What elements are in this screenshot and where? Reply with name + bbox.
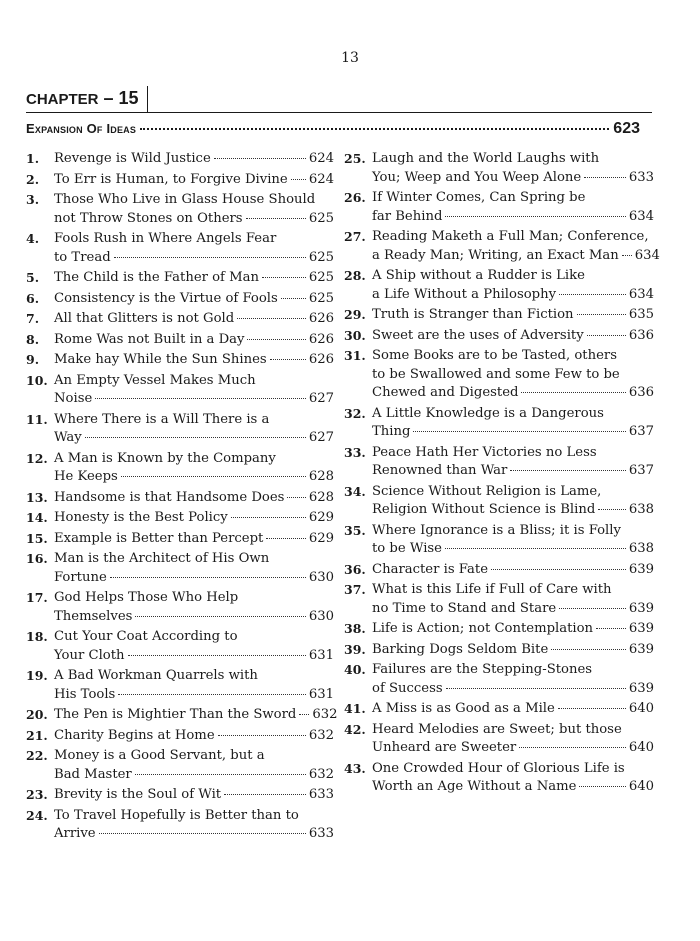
leader-dots: [510, 470, 626, 471]
entry-page: 636: [628, 385, 654, 400]
toc-entry[interactable]: [26, 807, 334, 844]
toc-right-column: [344, 150, 660, 799]
entry-number: 1.: [26, 151, 40, 166]
toc-entry[interactable]: [344, 641, 654, 660]
leader-dots: [135, 774, 306, 775]
leader-dots: [577, 314, 626, 315]
entry-number: 11.: [26, 411, 48, 427]
entry-number: 9.: [26, 352, 40, 367]
entry-page: 625: [308, 249, 334, 265]
entry-title-line: One Crowded Hour of Glorious Life is: [372, 760, 625, 776]
entry-title-line: A Bad Workman Quarrels with: [54, 668, 258, 683]
entry-number: 43.: [344, 760, 366, 776]
entry-page: 639: [628, 641, 654, 657]
leader-dots: [519, 747, 626, 748]
leader-dots: [140, 128, 609, 130]
toc-entry[interactable]: [26, 489, 334, 508]
chapter-dash: –: [98, 88, 119, 108]
entry-title-line: no Time to Stand and Stare: [372, 600, 557, 616]
entry-page: 634: [628, 286, 654, 302]
entry-title-line: His Tools: [54, 686, 116, 702]
leader-dots: [446, 688, 626, 689]
entry-title-line: Truth is Stranger than Fiction: [372, 307, 574, 322]
entry-title-line: Science Without Religion is Lame,: [372, 483, 602, 499]
entry-page: 627: [308, 391, 334, 406]
toc-entry[interactable]: [26, 628, 334, 665]
leader-dots: [299, 714, 309, 715]
leader-dots: [551, 649, 626, 650]
entry-number: 36.: [344, 561, 366, 577]
entry-title-line: Revenge is Wild Justice: [54, 151, 211, 166]
entry-title-line: All that Glitters is not Gold: [54, 311, 235, 326]
entry-page: 626: [308, 352, 334, 367]
leader-dots: [521, 392, 625, 393]
chapter-rule: [26, 112, 652, 113]
entry-number: 25.: [344, 151, 366, 166]
entry-title-line: Rome Was not Built in a Day: [54, 331, 245, 347]
toc-entry[interactable]: [26, 450, 334, 487]
entry-page: 630: [308, 569, 334, 585]
toc-entry[interactable]: [26, 351, 334, 370]
entry-title-line: The Pen is Mightier Than the Sword: [54, 707, 297, 722]
leader-dots: [270, 359, 306, 360]
leader-dots: [218, 735, 306, 736]
entry-title-line: Example is Better than Percept: [54, 530, 264, 546]
entry-title-line: Arrive: [54, 826, 96, 841]
leader-dots: [266, 538, 306, 539]
toc-entry[interactable]: [26, 191, 334, 228]
entry-title-line: Reading Maketh a Full Man; Conference,: [372, 229, 649, 244]
leader-dots: [224, 794, 306, 795]
entry-title-line: to be Swallowed and some Few to be: [372, 366, 620, 382]
toc-entry[interactable]: [344, 228, 660, 265]
entry-title-line: Make hay While the Sun Shines: [54, 352, 267, 367]
toc-entry[interactable]: [26, 372, 334, 409]
toc-left-column: [26, 150, 338, 846]
entry-title-line: Religion Without Science is Blind: [372, 502, 596, 517]
toc-entry[interactable]: [26, 667, 334, 704]
toc-entry[interactable]: [26, 290, 334, 309]
entry-title-line: far Behind: [372, 208, 443, 224]
toc-entry[interactable]: [26, 589, 334, 626]
entry-title-line: Themselves: [54, 608, 133, 624]
toc-entry[interactable]: [26, 171, 334, 190]
entry-title-line: Failures are the Stepping-Stones: [372, 662, 593, 677]
entry-title-line: An Empty Vessel Makes Much: [54, 372, 256, 388]
leader-dots: [291, 179, 306, 180]
entry-title-line: You; Weep and You Weep Alone: [372, 169, 582, 185]
entry-number: 8.: [26, 331, 40, 347]
toc-entry[interactable]: [344, 267, 654, 304]
entry-title-line: Handsome is that Handsome Does: [54, 489, 285, 505]
leader-dots: [584, 177, 626, 178]
toc-entry[interactable]: [26, 150, 334, 169]
toc-entry[interactable]: [344, 700, 654, 719]
entry-title-line: God Helps Those Who Help: [54, 590, 239, 605]
entry-page: 625: [308, 290, 334, 306]
entry-title-line: Where There is a Will There is a: [54, 411, 270, 427]
entry-title-line: Character is Fate: [372, 561, 488, 577]
toc-entry[interactable]: [26, 411, 334, 448]
leader-dots: [622, 255, 632, 256]
entry-title-line: Those Who Live in Glass House Should: [54, 192, 316, 207]
entry-number: 28.: [344, 268, 366, 283]
entry-page: 632: [312, 707, 338, 722]
toc-entry[interactable]: [344, 760, 654, 797]
entry-page: 639: [628, 621, 654, 636]
entry-title-line: If Winter Comes, Can Spring be: [372, 190, 586, 205]
leader-dots: [445, 216, 625, 217]
entry-page: 627: [308, 430, 334, 445]
leader-dots: [246, 218, 306, 219]
toc-entry[interactable]: [344, 405, 654, 442]
entry-number: 20.: [26, 707, 48, 722]
entry-page: 628: [308, 489, 334, 505]
entry-number: 42.: [344, 721, 366, 737]
entry-title-line: Where Ignorance is a Bliss; it is Folly: [372, 522, 621, 538]
entry-page: 629: [308, 530, 334, 546]
toc-entry[interactable]: [26, 509, 334, 528]
page-number: 13: [341, 50, 359, 66]
entry-page: 632: [308, 727, 334, 743]
entry-number: 4.: [26, 231, 40, 246]
entry-title-line: Renowned than War: [372, 463, 508, 478]
entry-page: 630: [308, 608, 334, 624]
entry-title-line: What is this Life if Full of Care with: [372, 582, 612, 597]
toc-entry[interactable]: [26, 310, 334, 329]
entry-title-line: Laugh and the World Laughs with: [372, 151, 600, 166]
leader-dots: [491, 569, 626, 570]
entry-number: 17.: [26, 590, 48, 605]
leader-dots: [596, 628, 626, 629]
entry-title-line: Some Books are to be Tasted, others: [372, 348, 617, 363]
entry-page: 633: [628, 169, 654, 185]
toc-entry[interactable]: [344, 150, 654, 187]
entry-title-line: of Success: [372, 680, 443, 696]
leader-dots: [121, 476, 306, 477]
leader-dots: [287, 497, 305, 498]
toc-entry[interactable]: [26, 269, 334, 288]
leader-dots: [559, 294, 626, 295]
entry-title-line: Charity Begins at Home: [54, 727, 215, 743]
section-page: 623: [613, 120, 640, 137]
entry-title-line: Bad Master: [54, 766, 132, 782]
toc-entry[interactable]: [344, 189, 654, 226]
leader-dots: [445, 548, 626, 549]
entry-page: 639: [628, 600, 654, 616]
entry-number: 35.: [344, 522, 366, 538]
leader-dots: [95, 398, 306, 399]
entry-title-line: Chewed and Digested: [372, 385, 519, 400]
entry-number: 33.: [344, 444, 366, 460]
entry-page: 626: [308, 311, 334, 326]
chapter-label: CHAPTER: [26, 91, 99, 108]
entry-title-line: a Life Without a Philosophy: [372, 286, 557, 302]
entry-title-line: Life is Action; not Contemplation: [372, 621, 594, 636]
leader-dots: [114, 257, 306, 258]
entry-title-line: Fools Rush in Where Angels Fear: [54, 231, 277, 246]
leader-dots: [247, 339, 305, 340]
entry-number: 29.: [344, 307, 366, 322]
toc-entry[interactable]: [344, 347, 654, 403]
entry-page: 637: [628, 463, 654, 478]
entry-number: 16.: [26, 551, 48, 566]
entry-page: 638: [628, 541, 654, 556]
entry-title-line: Worth an Age Without a Name: [372, 779, 577, 794]
entry-title-line: A Miss is as Good as a Mile: [372, 701, 555, 716]
entry-title-line: to Tread: [54, 249, 111, 265]
entry-title-line: To Err is Human, to Forgive Divine: [54, 171, 288, 187]
leader-dots: [262, 277, 306, 278]
entry-page: 625: [308, 210, 334, 226]
leader-dots: [135, 616, 305, 617]
entry-number: 2.: [26, 171, 40, 187]
leader-dots: [598, 509, 626, 510]
entry-page: 640: [628, 740, 654, 755]
entry-title-line: Fortune: [54, 569, 107, 585]
entry-title-line: Heard Melodies are Sweet; but those: [372, 721, 622, 737]
leader-dots: [128, 655, 306, 656]
entry-number: 3.: [26, 192, 40, 207]
leader-dots: [559, 608, 626, 609]
entry-number: 30.: [344, 327, 366, 343]
leader-dots: [579, 786, 625, 787]
entry-title-line: Noise: [54, 391, 93, 406]
toc-entry[interactable]: [344, 661, 654, 698]
entry-number: 24.: [26, 807, 48, 823]
entry-title-line: Consistency is the Virtue of Fools: [54, 290, 278, 306]
leader-dots: [110, 577, 306, 578]
toc-entry[interactable]: [26, 331, 334, 350]
entry-number: 14.: [26, 510, 48, 525]
entry-number: 6.: [26, 290, 40, 306]
entry-title-line: Barking Dogs Seldom Bite: [372, 641, 549, 657]
entry-title-line: a Ready Man; Writing, an Exact Man: [372, 247, 619, 263]
entry-title-line: Your Cloth: [54, 647, 125, 663]
entry-number: 19.: [26, 668, 48, 683]
section-heading[interactable]: [26, 120, 640, 138]
entry-number: 37.: [344, 582, 366, 597]
leader-dots: [237, 318, 306, 319]
toc-entry[interactable]: [344, 483, 654, 520]
entry-number: 38.: [344, 621, 366, 636]
entry-title-line: Man is the Architect of His Own: [54, 551, 270, 566]
leader-dots: [558, 708, 626, 709]
entry-title-line: Sweet are the uses of Adversity: [372, 327, 584, 343]
entry-number: 22.: [26, 748, 48, 763]
entry-page: 631: [308, 686, 334, 702]
entry-page: 640: [628, 779, 654, 794]
entry-number: 5.: [26, 270, 40, 285]
entry-page: 629: [308, 510, 334, 525]
toc-entry[interactable]: [26, 747, 334, 784]
entry-number: 12.: [26, 450, 48, 466]
entry-number: 27.: [344, 229, 366, 244]
toc-entry[interactable]: [26, 230, 334, 267]
toc-entry[interactable]: [26, 706, 338, 725]
toc-entry[interactable]: [26, 727, 334, 746]
entry-number: 41.: [344, 701, 366, 716]
entry-page: 631: [308, 647, 334, 663]
entry-title-line: To Travel Hopefully is Better than to: [54, 807, 299, 823]
entry-title-line: not Throw Stones on Others: [54, 210, 243, 226]
entry-page: 633: [308, 826, 334, 841]
entry-title-line: Honesty is the Best Policy: [54, 510, 228, 525]
entry-number: 34.: [344, 483, 366, 499]
entry-number: 32.: [344, 405, 366, 421]
toc-entry[interactable]: [26, 550, 334, 587]
entry-title-line: Way: [54, 430, 82, 445]
entry-title-line: Cut Your Coat According to: [54, 629, 238, 644]
toc-entry[interactable]: [344, 721, 654, 758]
leader-dots: [99, 833, 306, 834]
entry-page: 628: [308, 469, 334, 484]
entry-page: 634: [634, 247, 660, 263]
entry-page: 636: [628, 327, 654, 343]
entry-page: 624: [308, 151, 334, 166]
toc-entry[interactable]: [344, 561, 654, 580]
toc-entry[interactable]: [26, 786, 334, 805]
section-title: Expansion Of Ideas: [26, 121, 137, 136]
chapter-heading: [26, 86, 148, 113]
toc-entry[interactable]: [344, 327, 654, 346]
entry-number: 39.: [344, 641, 366, 657]
entry-page: 624: [308, 171, 334, 187]
entry-number: 31.: [344, 348, 366, 363]
entry-number: 13.: [26, 489, 48, 505]
entry-number: 21.: [26, 727, 48, 743]
entry-title-line: A Ship without a Rudder is Like: [372, 268, 585, 283]
toc-entry[interactable]: [344, 444, 654, 481]
entry-title-line: Thing: [372, 424, 411, 439]
entry-title-line: The Child is the Father of Man: [54, 270, 259, 285]
entry-page: 632: [308, 766, 334, 782]
entry-number: 10.: [26, 372, 48, 388]
leader-dots: [118, 694, 306, 695]
entry-page: 635: [628, 307, 654, 322]
entry-page: 633: [308, 787, 334, 802]
entry-page: 640: [628, 701, 654, 716]
entry-number: 15.: [26, 530, 48, 546]
entry-page: 634: [628, 208, 654, 224]
entry-number: 7.: [26, 311, 40, 326]
toc-entry[interactable]: [344, 620, 654, 639]
leader-dots: [231, 517, 306, 518]
entry-page: 626: [308, 331, 334, 347]
entry-title-line: Money is a Good Servant, but a: [54, 748, 265, 763]
entry-page: 638: [628, 502, 654, 517]
toc-entry[interactable]: [344, 581, 654, 618]
entry-title-line: A Little Knowledge is a Dangerous: [372, 405, 604, 421]
entry-title-line: Brevity is the Soul of Wit: [54, 787, 222, 802]
entry-number: 18.: [26, 629, 48, 644]
leader-dots: [85, 437, 306, 438]
toc-entry[interactable]: [26, 530, 334, 549]
chapter-number: 15: [118, 88, 139, 108]
toc-entry[interactable]: [344, 522, 654, 559]
entry-page: 637: [628, 424, 654, 439]
leader-dots: [214, 158, 306, 159]
entry-title-line: Unheard are Sweeter: [372, 740, 517, 755]
entry-title-line: A Man is Known by the Company: [54, 450, 276, 466]
leader-dots: [281, 298, 306, 299]
entry-title-line: Peace Hath Her Victories no Less: [372, 444, 597, 460]
entry-page: 639: [628, 561, 654, 577]
leader-dots: [413, 431, 625, 432]
entry-page: 625: [308, 270, 334, 285]
entry-number: 40.: [344, 662, 366, 677]
entry-title-line: to be Wise: [372, 541, 442, 556]
toc-entry[interactable]: [344, 306, 654, 325]
leader-dots: [587, 335, 626, 336]
entry-number: 23.: [26, 787, 48, 802]
entry-number: 26.: [344, 190, 366, 205]
entry-page: 639: [628, 680, 654, 696]
entry-title-line: He Keeps: [54, 469, 118, 484]
